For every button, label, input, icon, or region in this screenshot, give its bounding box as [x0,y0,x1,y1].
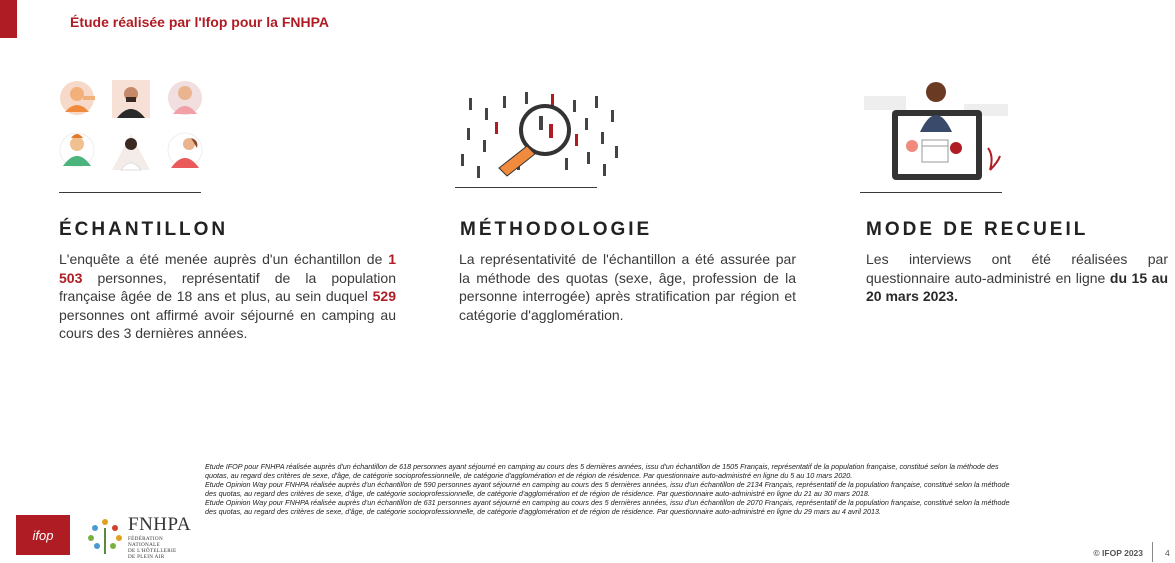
tree-icon [85,514,125,558]
footnote-opinionway-2013: Etude Opinion Way pour FNHPA réalisée auprès d'un échantillon de 631 personnes ayant séjourné en camping au cours des 5 dernières années, issu d'un échantillon de 2070 Français, représentatif de la population française, constitué selon la méthode des quotas, au regard des critères de sexe, d'âge, de catégorie socioprofessionnelle, de catégorie d'agglomération et de région de résidence. Par questionnaire auto-administré en ligne du 29 mars au 4 avril 2013. [205,497,1010,516]
section-divider [860,192,1002,193]
section-divider [455,187,597,188]
sample-size: 1 503 [59,251,396,286]
online-survey-icon [860,74,1010,184]
footnote-opinionway-2018: Etude Opinion Way pour FNHPA réalisée auprès d'un échantillon de 590 personnes ayant séjourné en camping au cours des 5 dernières années, issu d'un échantillon de 2134 Français, représentatif de la population française, constitué selon la méthode des quotas, au regard des critères de sexe, d'âge, de catégorie socioprofessionnelle, de catégorie d'agglomération et de région de résidence. Par questionnaire auto-administré en ligne du 21 au 30 mars 2018. [205,479,1010,498]
page-header-title: Étude réalisée par l'Ifop pour la FNHPA [70,14,330,30]
section-text-mode-de-recueil: Les interviews ont été réalisées par questionnaire auto-administré en ligne du 15 au 20 mars 2023. [866,251,1168,304]
magnifier-crowd-icon [455,88,630,180]
ifop-logo: ifop [16,515,70,555]
footnote-ifop-2020: Etude IFOP pour FNHPA réalisée auprès d'un échantillon de 618 personnes ayant séjourné en camping au cours des 5 dernières années, issu d'un échantillon de 1505 Français, représentatif de la population française, constitué selon la méthode des quotas, au regard des critères de sexe, d'âge, de catégorie socioprofessionnelle, de catégorie d'agglomération et de région de résidence. Par questionnaire auto-administré en ligne du 5 au 10 mars 2020. [205,462,999,480]
section-title-methodologie: MÉTHODOLOGIE [460,219,653,240]
campers-count: 529 [372,288,396,304]
fnhpa-logo: FNHPA FÉDÉRATION NATIONALE DE L'HÔTELLERIE DE PLEIN AIR [85,514,195,558]
section-title-echantillon: ÉCHANTILLON [59,219,229,240]
page-number: 4 [1165,548,1170,558]
page-number-separator [1152,542,1153,562]
section-title-mode-de-recueil: MODE DE RECUEIL [866,219,1089,240]
section-divider [59,192,201,193]
copyright: © IFOP 2023 [1093,548,1143,558]
section-text-methodologie: La représentativité de l'échantillon a été assurée par la méthode des quotas (sexe, âge, profession de la personne interrogée) après stratification par région et catégorie d'agglomération. [459,251,796,323]
footnotes [205,463,1010,516]
survey-dates: du 15 au 20 mars 2023. [866,269,1168,304]
corner-accent-bar [0,0,17,38]
section-text-echantillon: L'enquête a été menée auprès d'un échantillon de 1 503 personnes, représentatif de la population française âgée de 18 ans et plus, au sein duquel 529 personnes ont affirmé avoir séjourné en camping au cours des 3 dernières années. [59,251,396,341]
people-avatars-icon [55,78,210,178]
